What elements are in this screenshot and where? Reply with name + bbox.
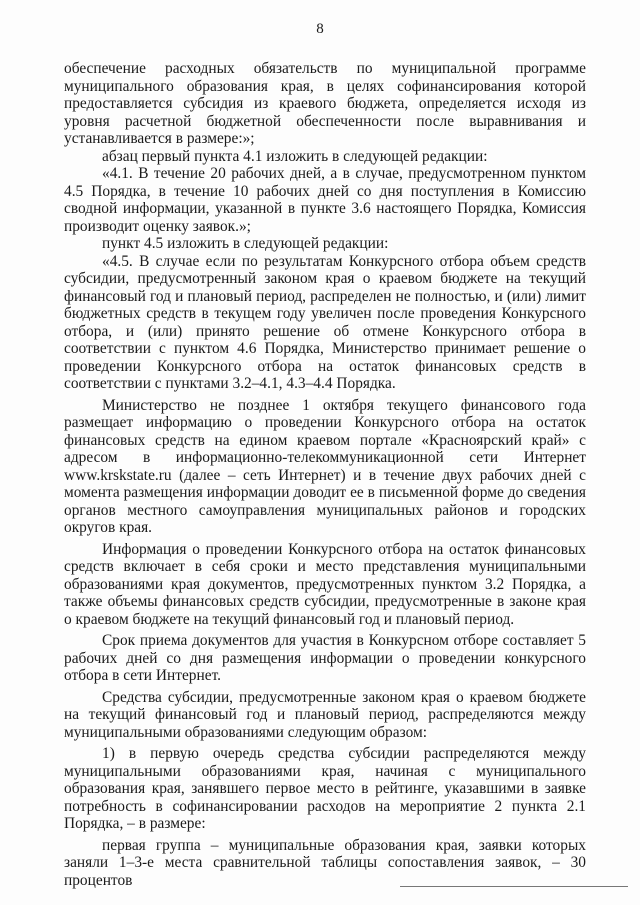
page-number: 8 <box>316 21 324 37</box>
paragraph-instruction-4-1: абзац первый пункта 4.1 изложить в следующей редакции: <box>102 147 488 165</box>
paragraph-budget-provision: обеспечение расходных обязательств по муниципальной программе муниципального образования края, в целях софинансирования которой предоставляется субсидия из краевого бюджета, определяется исходя из уровня расчетной бюджетной обеспеченности после выравнивания и устанавливается в размере:»; <box>64 60 586 147</box>
paragraph-clause-4-5: «4.5. В случае если по результатам Конкурсного отбора объем средств субсидии, предусмотренный законом края о краевом бюджете на текущий финансовый год и плановый период, распределен не полностью, и (или) лимит бюджетных средств в текущем году увеличен после проведения Конкурсного отбора, и (или) принято решение об отмене Конкурсного отбора в соответствии с пунктом 4.6 Порядка, Министерство принимает решение о проведении Конкурсного отбора на остаток финансовых средств в соответствии с пунктами 3.2–4.1, 4.3–4.4 Порядка. <box>64 252 586 392</box>
paragraph-clause-4-1: «4.1. В течение 20 рабочих дней, а в случае, предусмотренном пунктом 4.5 Порядка, в течение 10 рабочих дней со дня поступления в Комиссию сводной информации, указанной в пункте 3.6 настоящего Порядка, Комиссия производит оценку заявок.»; <box>64 165 586 235</box>
paragraph-instruction-4-5: пункт 4.5 изложить в следующей редакции: <box>102 235 389 252</box>
paragraph-distribution: Средства субсидии, предусмотренные законом края о краевом бюджете на текущий финансовый год и плановый период, распределяются между муниципальными образованиями следующим образом: <box>64 688 586 741</box>
paragraph-selection-info: Информация о проведении Конкурсного отбора на остаток финансовых средств включает в себя сроки и место представления муниципальными образованиями края документов, предусмотренных пунктом 3.2 Порядка, а также объемы финансовых средств субсидии, предусмотренные в законе края о краевом бюджете на текущий финансовый год и плановый период. <box>64 540 586 628</box>
paragraph-first-group: первая группа – муниципальные образования края, заявки которых заняли 1–3-е места сравнительной таблицы сопоставления заявок, – 30 процентов <box>64 836 586 889</box>
footer-rule <box>400 886 628 887</box>
paragraph-first-priority: 1) в первую очередь средства субсидии распределяются между муниципальными образованиями края, начиная с муниципального образования края, занявшего первое место в рейтинге, указавшими в заявке потребность в софинансировании расходов на мероприятие 2 пункта 2.1 Порядка, – в размере: <box>64 745 586 832</box>
paragraph-acceptance-period: Срок приема документов для участия в Конкурсном отборе составляет 5 рабочих дней со дня размещения информации о проведении конкурсного отбора в сети Интернет. <box>64 632 586 684</box>
document-body <box>64 60 586 889</box>
paragraph-ministry-deadline: Министерство не позднее 1 октября текущего финансового года размещает информацию о проведении Конкурсного отбора на остаток финансовых средств на едином краевом портале «Красноярский край» с адресом в информационно-телекоммуникационной сети Интернет www.krskstate.ru (далее – сеть Интернет) и в течение двух рабочих дней с момента размещения информации доводит ее в письменной форме до сведения органов местного самоуправления муниципальных районов и городских округов края. <box>64 396 586 536</box>
